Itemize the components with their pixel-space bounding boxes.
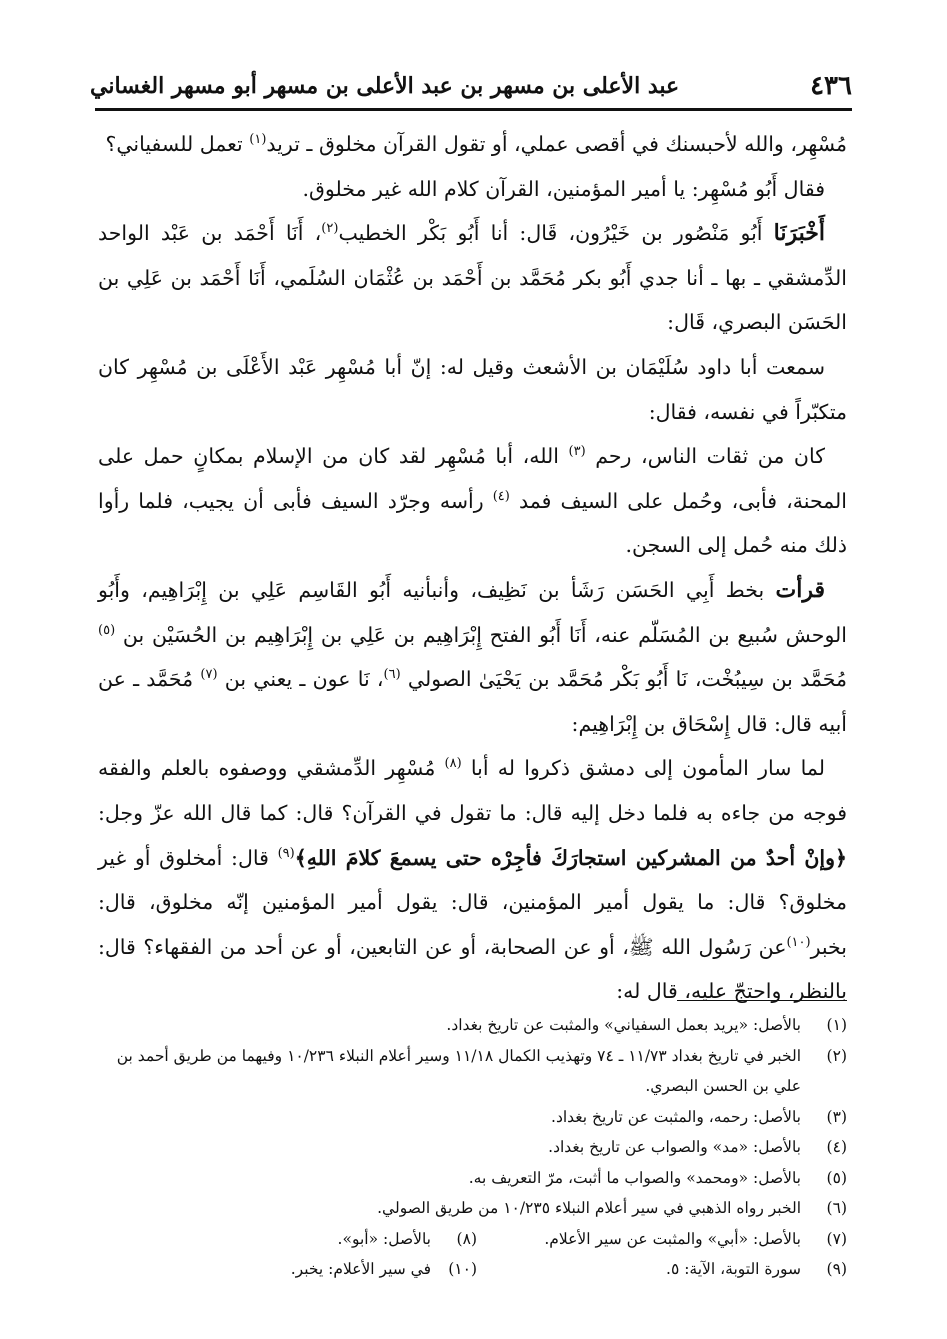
footnote-text: بالأصل: «أبي» والمثبت عن سير الأعلام. bbox=[544, 1229, 801, 1248]
footnote-text: الخبر في تاريخ بغداد ١١/٧٣ ـ ٧٤ وتهذيب الكمال ١١/١٨ وسير أعلام النبلاء ١٠/٢٣٦ وفيهما من طريق أحمد بن علي بن الحسن البصري. bbox=[116, 1046, 801, 1095]
footnote-text: بالأصل: «مد» والصواب عن تاريخ بغداد. bbox=[548, 1138, 801, 1156]
footnote bbox=[107, 1224, 477, 1255]
paragraph-7: لما سار المأمون إلى دمشق ذكروا له أبا $^{(٨)}$ مُسْهِر الدِّمشقي ووصفوه بالعلم والفقه فوجه من جاءه به فلما دخل إليه قال: ما تقول في القرآن؟ قال: كما قال الله عزّ وجل: ﴿وإنْ أحدٌ من المشركين استجارَكَ فأجِرْه حتى يسمعَ كلامَ اللهِ﴾$^{(٩)}$ قال: أمخلوق أو غير مخلوق؟ قال: ما يقول أمير المؤمنين، قال: يقول أمير المؤمنين إنّه مخلوق، قال: بخبر$^{(١٠)}$عن رَسُول الله ﷺ، أو عن الصحابة، أو عن التابعين، أو عن أحد من الفقهاء؟ قال: بالنظر، واحتجّ عليه، قال له: bbox=[98, 756, 847, 1004]
footnote-text: في سير الأعلام: يخبر. bbox=[290, 1260, 431, 1278]
footnote-ref: (١٠) bbox=[786, 934, 811, 950]
running-header bbox=[90, 68, 852, 104]
footnote bbox=[98, 1041, 847, 1102]
footnote-ref: (١) bbox=[249, 132, 267, 148]
footnote bbox=[98, 1102, 847, 1133]
page-number: ٤٣٦ bbox=[810, 71, 852, 101]
footnote bbox=[107, 1254, 477, 1285]
footnote-rule bbox=[677, 1000, 847, 1001]
footnote-text: بالأصل: رحمه، والمثبت عن تاريخ بغداد. bbox=[551, 1107, 801, 1126]
footnote bbox=[98, 1193, 847, 1224]
isnad-lead: قرأت bbox=[775, 576, 825, 603]
footnote-ref: (٣) bbox=[568, 444, 586, 460]
footnote-number: (٢) bbox=[826, 1046, 847, 1065]
footnote bbox=[98, 1010, 847, 1041]
footnote-pair bbox=[98, 1224, 847, 1255]
footnote-text: سورة التوبة، الآية: ٥. bbox=[666, 1260, 801, 1278]
footnote-ref: (٦) bbox=[383, 667, 401, 683]
footnote-ref: (٨) bbox=[444, 756, 462, 772]
footnote-ref: (٩) bbox=[277, 845, 295, 861]
paragraph-4: سمعت أبا داود سُلَيْمَان بن الأشعث وقيل له: إنّ أبا مُسْهِر عَبْد الأَعْلَى بن مُسْهِر كان متكبّراً في نفسه، فقال: bbox=[98, 354, 847, 424]
footnote-ref: (٤) bbox=[492, 488, 510, 504]
footnote bbox=[98, 1163, 847, 1194]
footnote-number: (٦) bbox=[826, 1199, 847, 1217]
footnote-text: الخبر رواه الذهبي في سير أعلام النبلاء ١٠/٢٣٥ من طريق الصولي. bbox=[377, 1199, 801, 1217]
paragraph-1: مُسْهِر، والله لأحبسنك في أقصى عملي، أو تقول القرآن مخلوق ـ تريد$^{(١)}$ تعمل للسفياني؟ bbox=[105, 132, 847, 156]
footnote-number: (٣) bbox=[826, 1107, 847, 1126]
footnote-pair bbox=[98, 1254, 847, 1285]
paragraph-5: كان من ثقات الناس، رحم $^{(٣)}$ الله، أبا مُسْهِر لقد كان من الإسلام بمكانٍ حمل على المحنة، فأبى، وحُمل على السيف فمد $^{(٤)}$ رأسه وجرّد السيف فأبى أن يجيب، فلما رأوا ذلك منه حُمل إلى السجن. bbox=[98, 444, 847, 558]
header-rule bbox=[95, 108, 852, 111]
footnote-number: (٩) bbox=[826, 1260, 847, 1278]
footnote-text: بالأصل: «أبو». bbox=[337, 1229, 431, 1248]
footnote bbox=[477, 1224, 847, 1255]
paragraph-6: قرأت بخط أَبِي الحَسَن رَشَأ بن نَظِيف، وأنبأنيه أَبُو القَاسِم عَلِي بن إِبْرَاهِيم، وأَبُو الوحش سُبيع بن المُسَلّم عنه، أَنَا أَبُو الفتح إِبْرَاهِيم بن عَلِي بن إِبْرَاهِيم بن الحُسَيْن بن $^{(٥)}$ مُحَمَّد بن سِيبُخْت، نَا أَبُو بَكْر مُحَمَّد بن يَحْيَىٰ الصولي $^{(٦)}$، نَا عون ـ يعني بن $^{(٧)}$ مُحَمَّد ـ عن أبيه قال: قال إِسْحَاق بن إِبْرَاهِيم: bbox=[98, 576, 847, 736]
paragraph-2: فقال أَبُو مُسْهِر: يا أمير المؤمنين، القرآن كلام الله غير مخلوق. bbox=[302, 176, 825, 201]
footnote-ref: (٢) bbox=[321, 221, 339, 237]
main-text bbox=[98, 122, 847, 1014]
footnote-number: (٥) bbox=[826, 1168, 847, 1187]
footnote-ref: (٧) bbox=[200, 667, 218, 683]
footnote-number: (٨) bbox=[456, 1229, 477, 1248]
footnote-number: (١) bbox=[826, 1016, 847, 1034]
footnote-number: (٤) bbox=[826, 1138, 847, 1156]
paragraph-3: أَخْبَرَنَا أَبُو مَنْصُور بن خَيْرُون، قَال: أنا أَبُو بَكْر الخطيب$^{(٢)}$، أَنَا أَحْمَد بن عَبْد الواحد الدِّمشقي ـ بها ـ أنا جدي أَبُو بكر مُحَمَّد بن أَحْمَد بن عُثْمَان السُلَمي، أَنَا أَحْمَد بن عَلِي بن الحَسَن البصري، قَال: bbox=[98, 220, 847, 335]
footnote bbox=[98, 1132, 847, 1163]
footnote-text: بالأصل: «ومحمد» والصواب ما أثبت، مرّ التعريف به. bbox=[468, 1168, 801, 1187]
quran-verse: ﴿وإنْ أحدٌ من المشركين استجارَكَ فأجِرْه حتى يسمعَ كلامَ اللهِ﴾ bbox=[294, 845, 847, 870]
isnad-lead: أَخْبَرَنَا bbox=[773, 220, 825, 247]
footnote bbox=[477, 1254, 847, 1285]
footnote-ref: (٥) bbox=[98, 622, 116, 638]
running-title: عبد الأعلى بن مسهر بن عبد الأعلى بن مسهر أبو مسهر الغساني bbox=[90, 73, 680, 99]
footnote-text: بالأصل: «يريد بعمل السفياني» والمثبت عن تاريخ بغداد. bbox=[446, 1016, 801, 1034]
footnote-number: (٧) bbox=[826, 1229, 847, 1248]
footnotes bbox=[98, 1010, 847, 1285]
footnote-number: (١٠) bbox=[448, 1260, 477, 1278]
